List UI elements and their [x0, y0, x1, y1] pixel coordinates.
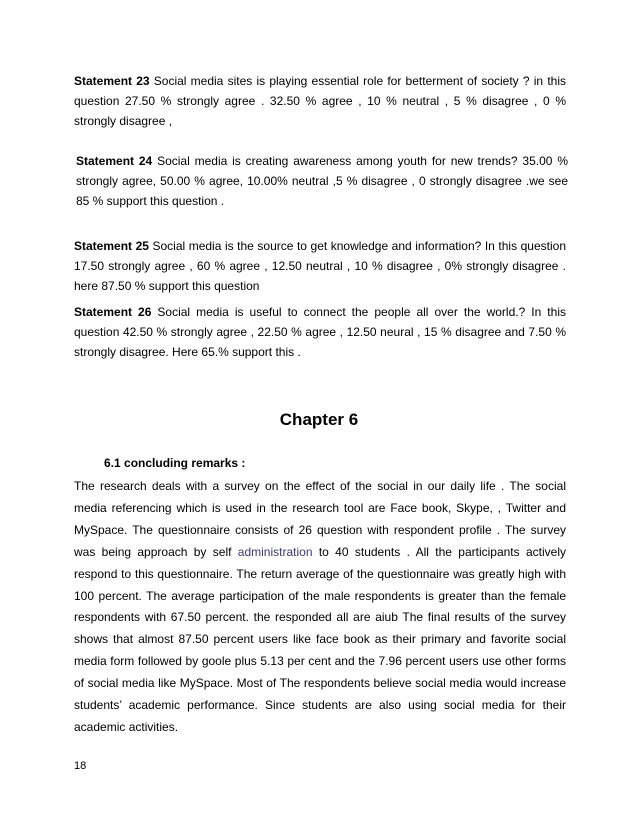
statement-23-label: Statement 23 [74, 74, 150, 88]
statement-24-text: Social media is creating awareness among youth for new trends? 35.00 % strongly agree, 50.00 % agree, 10.00% neutral ,5 % disagree , 0 strongly disagree .we see 85 % support this question . [76, 154, 568, 208]
administration-term: administration [237, 544, 313, 559]
body-text-part-1: The research deals with a survey on the effect of the social in our daily life . The social media referencing which is used in the research tool are Face book, Skype, , Twitter and MySpace. The questionnaire consists of 26 question with respondent profile . The survey was being approach by self [74, 479, 566, 559]
statement-26-label: Statement 26 [74, 305, 152, 319]
statement-23-paragraph [74, 71, 566, 131]
chapter-title: Chapter 6 [279, 410, 359, 429]
statement-26-text: Social media is useful to connect the people all over the world.? In this question 42.50 % strongly agree , 22.50 % agree , 12.50 neural , 15 % disagree and 7.50 % strongly disagree. Here 65.% support this . [74, 305, 566, 359]
statement-25-text: Social media is the source to get knowledge and information? In this question 17.50 strongly agree , 60 % agree , 12.50 neutral , 10 % disagree , 0% strongly disagree . here 87.50 % support this question [74, 239, 566, 293]
section-heading: 6.1 concluding remarks : [104, 456, 246, 470]
page-number: 18 [74, 760, 87, 772]
body-text-part-2: to 40 students . All the participants actively respond to this questionnaire. The return average of the questionnaire was greatly high with 100 percent. The average participation of the male respondents is greater than the female respondents with 67.50 percent. the responded all are aiub The final results of the survey shows that almost 87.50 percent users like face book as their primary and favorite social media form followed by goole plus 5.13 per cent and the 7.96 percent users use other forms of social media like MySpace. Most of The respondents believe social media would increase students’ academic performance. Since students are also using social media for their academic activities. [74, 544, 566, 734]
concluding-remarks-body [74, 476, 566, 739]
statement-24-label: Statement 24 [76, 154, 153, 168]
statement-25-paragraph [74, 236, 566, 296]
statement-25-label: Statement 25 [74, 239, 149, 253]
statement-23-text: Social media sites is playing essential role for betterment of society ? in this question 27.50 % strongly agree . 32.50 % agree , 10 % neutral , 5 % disagree , 0 % strongly disagree , [74, 74, 566, 128]
statement-26-paragraph [74, 302, 566, 362]
statement-24-paragraph [76, 151, 568, 211]
